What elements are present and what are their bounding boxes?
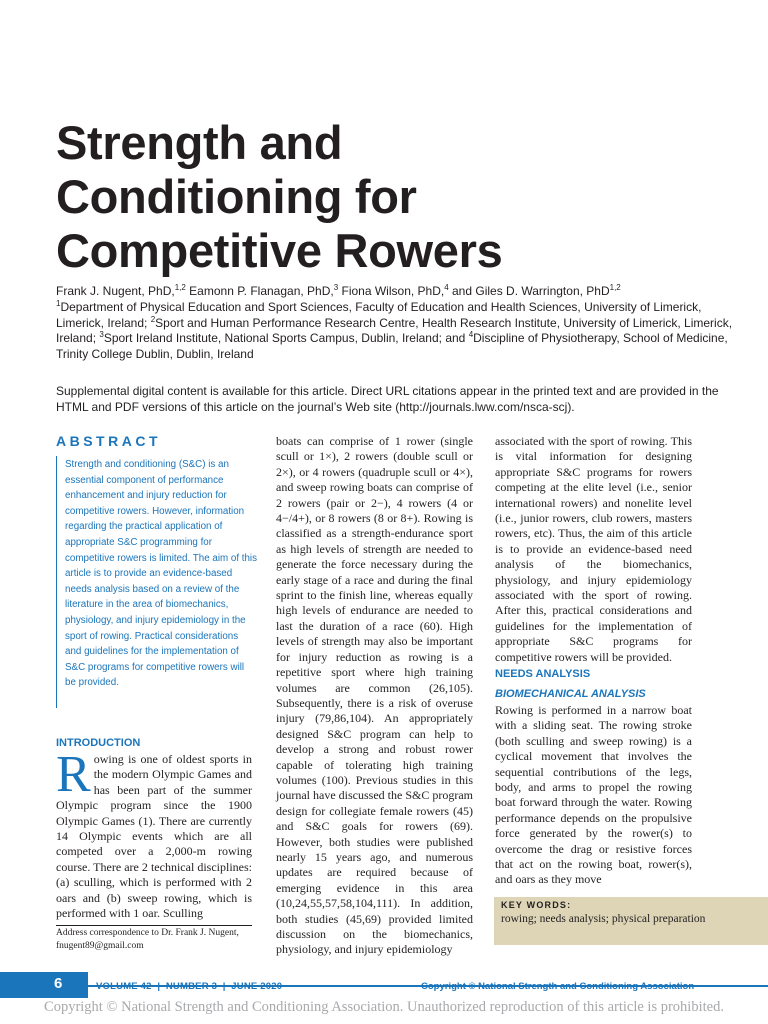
affil-4: Discipline of Physiotherapy, School of Medicine, Trinity College Dublin, Dublin, Ireland bbox=[56, 331, 728, 361]
keywords-title: KEY WORDS: bbox=[501, 900, 572, 910]
copyright-watermark: Copyright © National Strength and Conditioning Association. Unauthorized reproduction of this article is prohibited. bbox=[44, 999, 724, 1015]
author-4: and Giles D. Warrington, PhD bbox=[448, 284, 610, 298]
correspondence-rule bbox=[56, 925, 252, 926]
affil-2: Sport and Human Performance Research Centre, Health Research Institute, University of Limerick, Limerick, Ireland; bbox=[56, 315, 733, 345]
author-2-affil: 3 bbox=[333, 283, 339, 292]
author-1-affil: 1,2 bbox=[174, 283, 186, 292]
dropcap: R bbox=[56, 746, 91, 803]
biomechanical-analysis-heading: BIOMECHANICAL ANALYSIS bbox=[495, 688, 646, 700]
author-1: Frank J. Nugent, PhD, bbox=[56, 284, 175, 298]
introduction-heading: INTRODUCTION bbox=[56, 737, 141, 749]
needs-analysis-heading: NEEDS ANALYSIS bbox=[495, 668, 591, 680]
affil-2-num: 2 bbox=[150, 314, 156, 324]
column-2-text: boats can comprise of 1 rower (single scull or 1×), 2 rowers (double scull or 2×), or 4 rowers (quadruple scull or 4×), and sweep rowing boats can comprise of 2 rowers (pair or 2−), 4 rowers (4 or 4−/4+), or 8 rowers (8 or 8+). Rowing is classified as a strength-endurance sport as high levels of strength are needed to generate the force necessary during the early stage of a race and during the final sprint to the finish line, whereas equally high levels of endurance are needed to last the duration of a race (60). High levels of strength may also be important for injury reduction as rowing is a repetitive sport where high training volumes are common (26,105). Subsequently, there is a risk of overuse injury (79,86,104). An appropriately designed S&C program can help to develop a strong and robust rower capable of tolerating high training volumes (100). Previous studies in this journal have discussed the S&C program design for collegiate female rowers (45) and S&C goals for rowers (69). However, both studies were published nearly 15 years ago, and numerous updates are required because of emerging evidence in this area (10,24,55,57,58,104,111). In addition, both studies (45,69) provided limited discussion on the biomechanics, physiology, and injury epidemiology bbox=[276, 434, 473, 957]
correspondence: Address correspondence to Dr. Frank J. Nugent, fnugent89@gmail.com bbox=[56, 928, 239, 951]
keywords-text: rowing; needs analysis; physical preparation bbox=[501, 913, 706, 925]
affiliations bbox=[56, 300, 736, 362]
author-3-affil: 4 bbox=[444, 283, 449, 292]
abstract-text: Strength and conditioning (S&C) is an essential component of performance enhancement and injury reduction for competitive rowers. However, information regarding the practical application of appropriate S&C programming for competitive rowers is limited. The aim of this article is to provide an evidence-based needs analysis based on a review of the literature in the area of biomechanics, physiology, and injury epidemiology in the sport of rowing. Practical considerations and guidelines for the implementation of S&C programs for competitive rowers will be provided. bbox=[65, 459, 258, 689]
volume-info: VOLUME 42 | NUMBER 3 | JUNE 2020 bbox=[96, 981, 283, 992]
abstract-heading: ABSTRACT bbox=[56, 433, 161, 449]
title-line-3: Competitive Rowers bbox=[56, 224, 503, 277]
affil-3: Sport Ireland Institute, National Sports Campus, Dublin, Ireland; and bbox=[103, 331, 469, 345]
page-number-box bbox=[0, 972, 88, 998]
column-3-text-bottom: Rowing is performed in a narrow boat with a sliding seat. The rowing stroke (both sculling and sweep rowing) is a cyclical movement that involves the sequential contributions of the legs, body, and arms to propel the rowing boat forward through the water. Rowing performance depends on the propulsive force generated by the rower(s) to overcome the drag or resistive forces that act on the rowing boat, rower(s), and oars as they move bbox=[495, 703, 692, 887]
author-2: Eamonn P. Flanagan, PhD, bbox=[185, 284, 334, 298]
title-line-1: Strength and bbox=[56, 116, 343, 169]
title-line-2: Conditioning for bbox=[56, 170, 417, 223]
affil-3-num: 3 bbox=[99, 330, 104, 339]
page-number: 6 bbox=[54, 975, 63, 992]
introduction-body: owing is one of oldest sports in the modern Olympic Games and has been part of the summer Olympic program since the 1900 Olympic Games (1). There are currently 14 Olympic events which are all competed over a 2,000-m rowing course. There are 2 technical disciplines: (a) sculling, which is performed with 2 oars and (b) sweep rowing, which is performed with 1 oar. Sculling bbox=[56, 752, 252, 921]
author-list bbox=[56, 284, 736, 300]
column-3-text-top: associated with the sport of rowing. This is vital information for designing appropriate S&C programs for rowers competing at the elite level (i.e., senior international rowers) and nonelite level (i.e., junior rowers, club rowers, masters rowers, etc). Thus, the aim of this article is to provide an evidence-based need analysis of the biomechanics, physiology, and injury epidemiology associated with the sport of rowing. After this, practical considerations and guidelines for the implementation of appropriate S&C programs for competitive rowers will be provided. bbox=[495, 434, 692, 664]
author-4-affil: 1,2 bbox=[609, 283, 621, 292]
article-title bbox=[56, 116, 736, 278]
supplemental-note: Supplemental digital content is available for this article. Direct URL citations appear in the printed text and are provided in the HTML and PDF versions of this article on the journal’s Web site (http://journals.lww.com/nsca-scj). bbox=[56, 384, 719, 414]
affil-1: Department of Physical Education and Sport Sciences, Faculty of Education and Health Sciences, University of Limerick, Limerick, Ireland; bbox=[56, 300, 702, 330]
affil-1-num: 1 bbox=[56, 299, 61, 308]
affil-4-num: 4 bbox=[468, 330, 474, 339]
introduction-text bbox=[56, 746, 252, 921]
footer-copyright: Copyright © National Strength and Conditioning Association bbox=[421, 981, 695, 992]
author-3: Fiona Wilson, PhD, bbox=[338, 284, 445, 298]
